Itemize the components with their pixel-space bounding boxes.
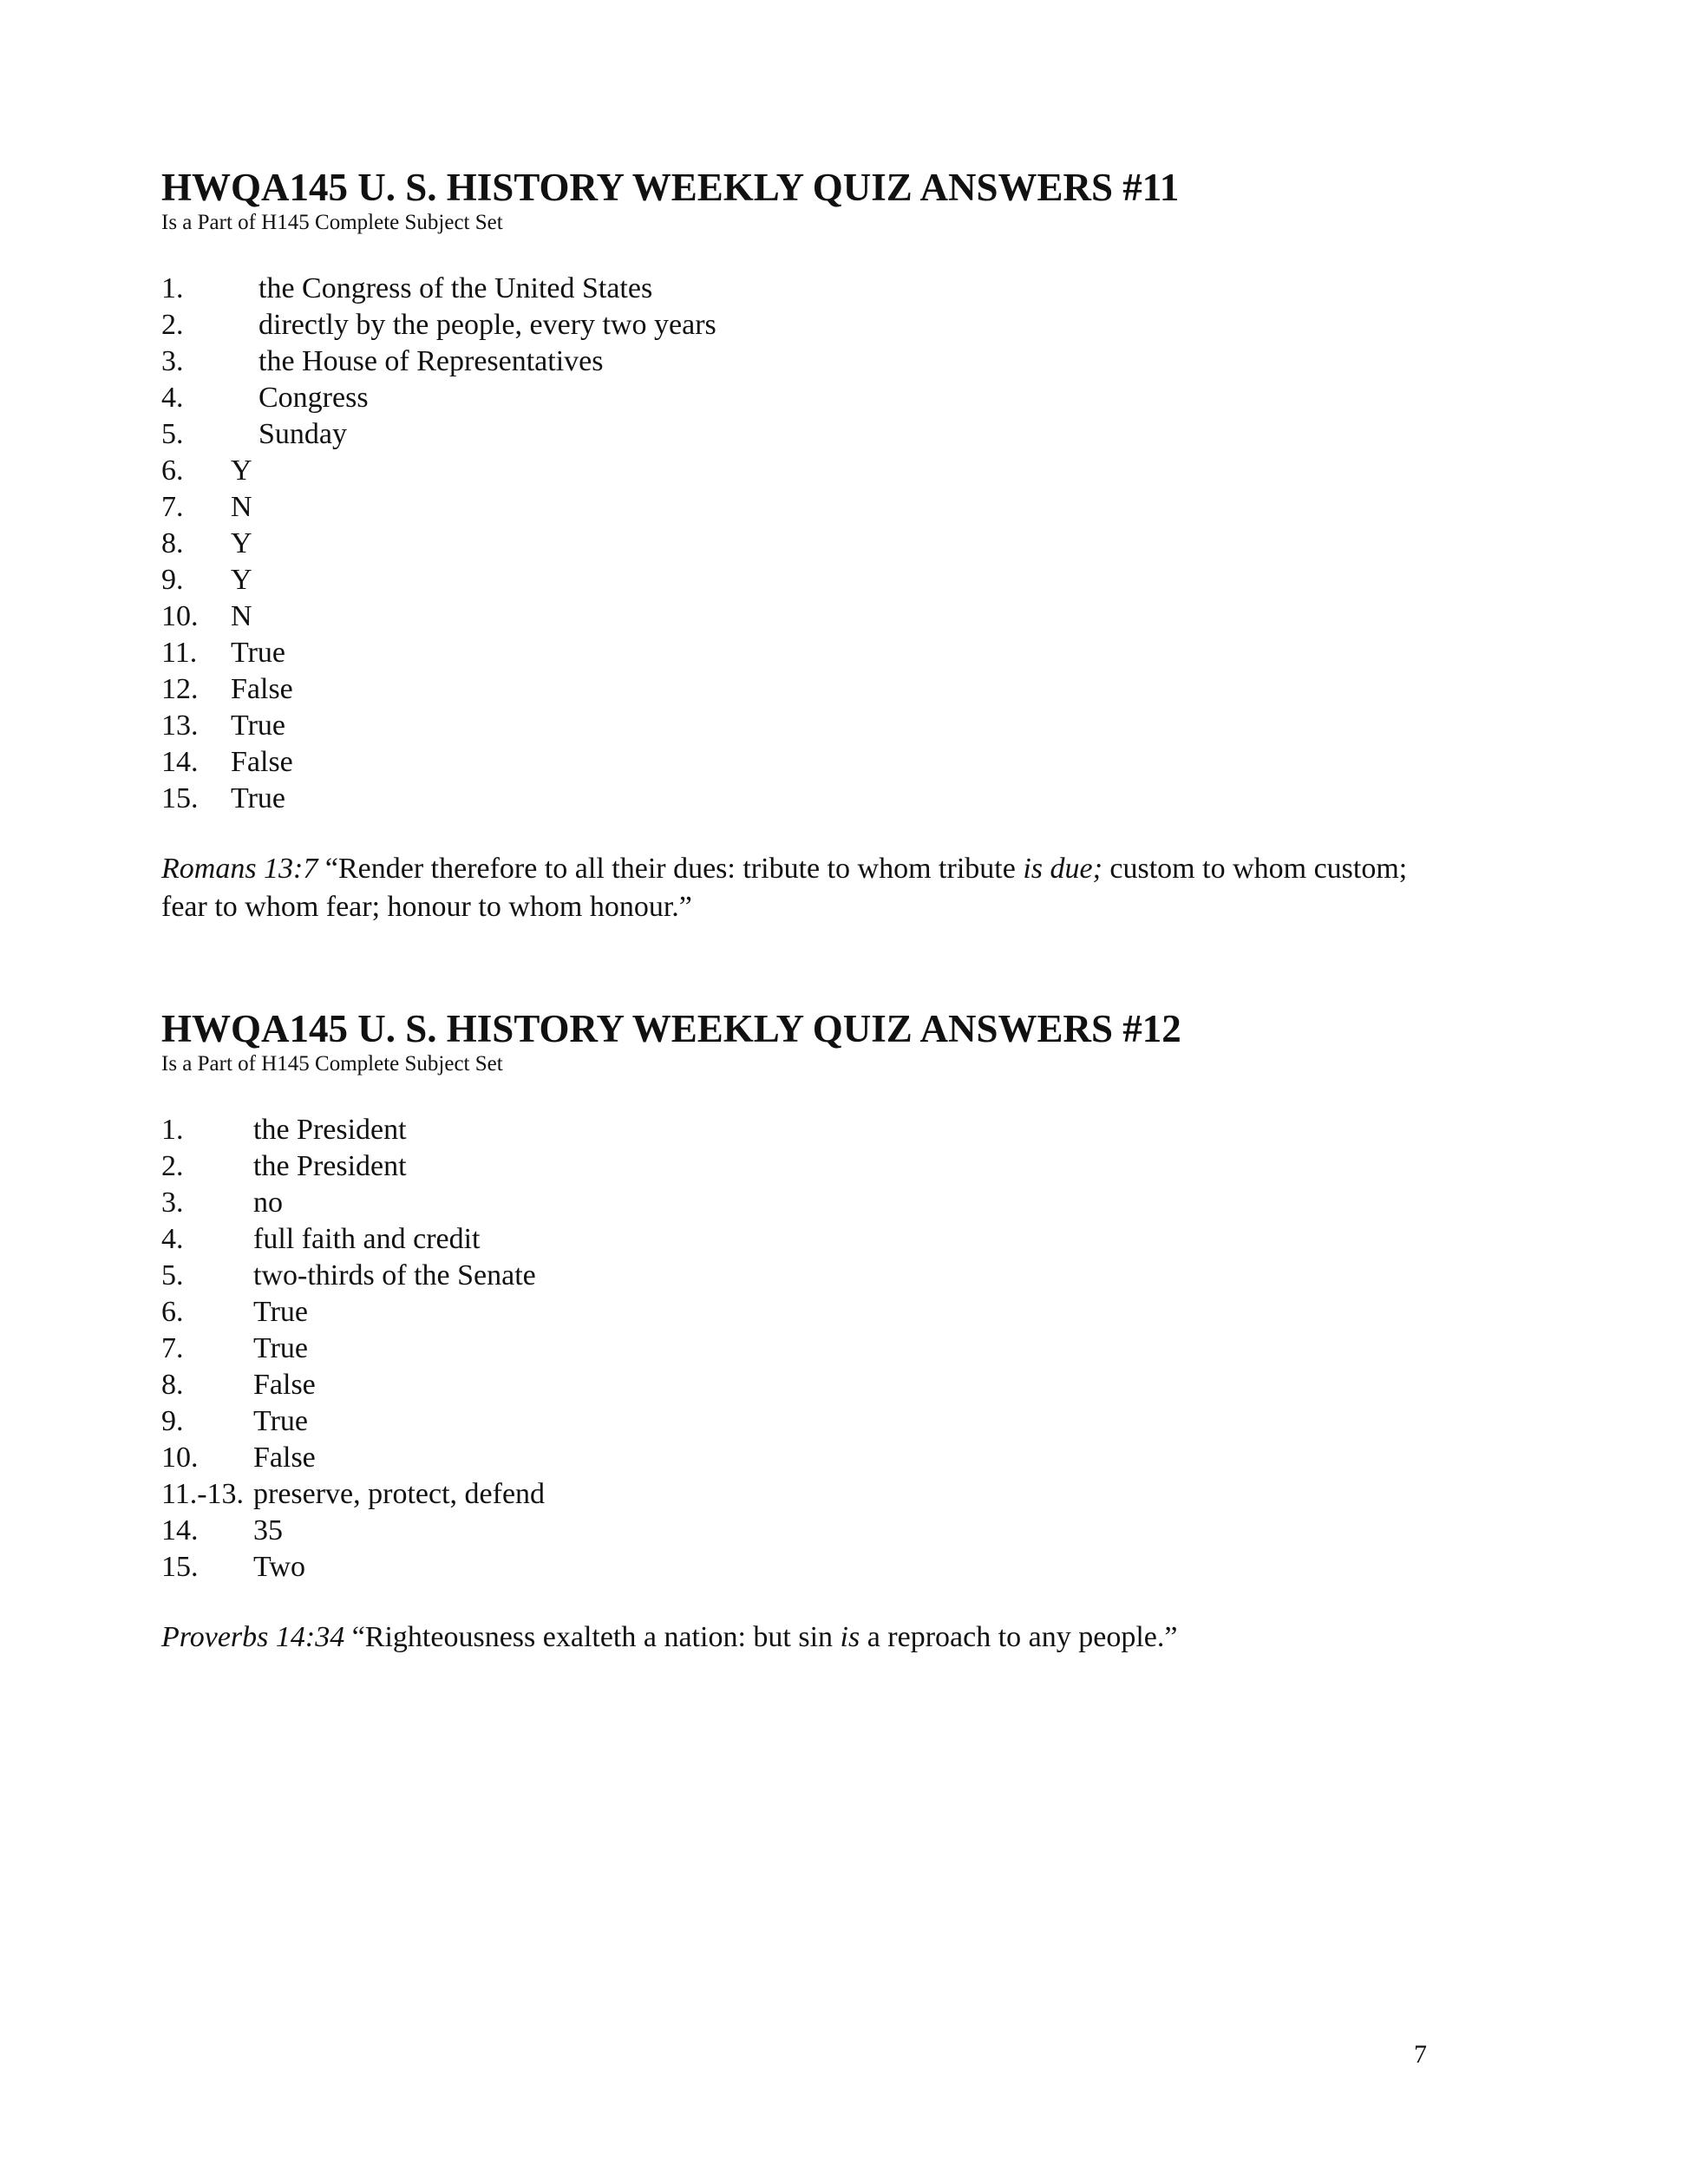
- answer-number: 11.-13.: [161, 1478, 245, 1510]
- answer-text: two-thirds of the Senate: [253, 1259, 536, 1291]
- answer-item: [161, 453, 1462, 489]
- answer-item: [161, 1549, 1462, 1586]
- quiz-answers-section-12: [161, 1006, 1462, 1657]
- scripture-verse: [161, 1618, 1410, 1657]
- answer-item: [161, 380, 1462, 416]
- answer-text: N: [231, 491, 252, 523]
- answer-text: False: [231, 673, 293, 705]
- answer-item: [161, 343, 1462, 380]
- answer-number: 4.: [161, 382, 184, 414]
- answer-number: 5.: [161, 418, 184, 450]
- answer-number: 2.: [161, 309, 184, 341]
- answer-number: 6.: [161, 1296, 184, 1328]
- answer-list: [161, 271, 1462, 817]
- answer-text: Sunday: [258, 418, 347, 450]
- answer-text: Two: [253, 1551, 305, 1583]
- answer-text: no: [253, 1187, 283, 1219]
- answer-number: 8.: [161, 1369, 184, 1401]
- answer-number: 3.: [161, 1187, 184, 1219]
- answer-text: Y: [231, 564, 252, 596]
- answer-text: N: [231, 600, 252, 632]
- answer-item: [161, 781, 1462, 817]
- answer-item: [161, 526, 1462, 562]
- answer-number: 8.: [161, 527, 184, 559]
- verse-reference: Romans 13:7: [161, 853, 318, 885]
- section-title: HWQA145 U. S. HISTORY WEEKLY QUIZ ANSWERS #12: [161, 1007, 1181, 1050]
- answer-text: the Congress of the United States: [258, 272, 653, 304]
- answer-number: 7.: [161, 1332, 184, 1364]
- answer-number: 12.: [161, 673, 199, 705]
- answer-item: [161, 1221, 1462, 1258]
- answer-item: [161, 416, 1462, 453]
- answer-text: Y: [231, 527, 252, 559]
- section-subtitle: Is a Part of H145 Complete Subject Set: [161, 1052, 503, 1076]
- answer-item: [161, 562, 1462, 598]
- answer-item: [161, 307, 1462, 343]
- scripture-verse: [161, 850, 1410, 926]
- answer-number: 10.: [161, 600, 199, 632]
- answer-item: [161, 744, 1462, 781]
- section-title: HWQA145 U. S. HISTORY WEEKLY QUIZ ANSWERS #11: [161, 166, 1180, 209]
- answer-text: Congress: [258, 382, 369, 414]
- answer-item: [161, 1148, 1462, 1185]
- verse-emphasis: is due;: [1023, 853, 1102, 885]
- answer-text: False: [253, 1369, 316, 1401]
- answer-text: False: [231, 746, 293, 778]
- answer-text: False: [253, 1442, 316, 1474]
- verse-text: custom to whom custom; fear to whom fear; honour to whom honour.”: [161, 853, 1408, 923]
- answer-item: [161, 1331, 1462, 1367]
- answer-number: 4.: [161, 1223, 184, 1255]
- answer-item: [161, 1440, 1462, 1476]
- answer-number: 10.: [161, 1442, 199, 1474]
- answer-item: [161, 271, 1462, 307]
- verse-reference: Proverbs 14:34: [161, 1621, 345, 1653]
- answer-text: True: [253, 1296, 308, 1328]
- answer-text: directly by the people, every two years: [258, 309, 716, 341]
- answer-text: the House of Representatives: [258, 345, 604, 377]
- answer-item: [161, 489, 1462, 526]
- answer-number: 14.: [161, 1514, 199, 1546]
- verse-emphasis: is: [840, 1621, 860, 1653]
- answer-number: 1.: [161, 1114, 184, 1146]
- answer-number: 5.: [161, 1259, 184, 1291]
- answer-item: [161, 1403, 1462, 1440]
- answer-item: [161, 1258, 1462, 1294]
- answer-item: [161, 1513, 1462, 1549]
- answer-text: the President: [253, 1150, 407, 1182]
- answer-number: 13.: [161, 709, 199, 742]
- answer-text: full faith and credit: [253, 1223, 481, 1255]
- answer-item: [161, 635, 1462, 671]
- answer-item: [161, 1185, 1462, 1221]
- answer-item: [161, 671, 1462, 708]
- answer-number: 6.: [161, 454, 184, 487]
- answer-text: preserve, protect, defend: [253, 1478, 546, 1510]
- answer-text: Y: [231, 454, 252, 487]
- answer-text: True: [253, 1332, 308, 1364]
- verse-text: a reproach to any people.”: [860, 1621, 1178, 1653]
- answer-list: [161, 1112, 1462, 1586]
- answer-text: True: [231, 637, 285, 669]
- quiz-answers-section-11: [161, 165, 1462, 926]
- verse-text: “Render therefore to all their dues: tribute to whom tribute: [317, 853, 1024, 885]
- answer-item: [161, 1476, 1462, 1513]
- section-subtitle: Is a Part of H145 Complete Subject Set: [161, 211, 503, 234]
- answer-number: 7.: [161, 491, 184, 523]
- answer-item: [161, 1112, 1462, 1148]
- answer-number: 11.: [161, 637, 198, 669]
- answer-item: [161, 1367, 1462, 1403]
- answer-text: 35: [253, 1514, 283, 1546]
- answer-text: True: [231, 782, 285, 814]
- answer-number: 9.: [161, 1405, 184, 1437]
- answer-number: 15.: [161, 1551, 199, 1583]
- answer-item: [161, 708, 1462, 744]
- answer-number: 15.: [161, 782, 199, 814]
- answer-item: [161, 1294, 1462, 1331]
- verse-text: “Righteousness exalteth a nation: but sin: [344, 1621, 841, 1653]
- page-number: 7: [1414, 2040, 1427, 2069]
- answer-item: [161, 598, 1462, 635]
- answer-number: 9.: [161, 564, 184, 596]
- answer-number: 2.: [161, 1150, 184, 1182]
- answer-number: 3.: [161, 345, 184, 377]
- answer-text: True: [253, 1405, 308, 1437]
- answer-number: 14.: [161, 746, 199, 778]
- answer-text: True: [231, 709, 285, 742]
- answer-number: 1.: [161, 272, 184, 304]
- answer-text: the President: [253, 1114, 407, 1146]
